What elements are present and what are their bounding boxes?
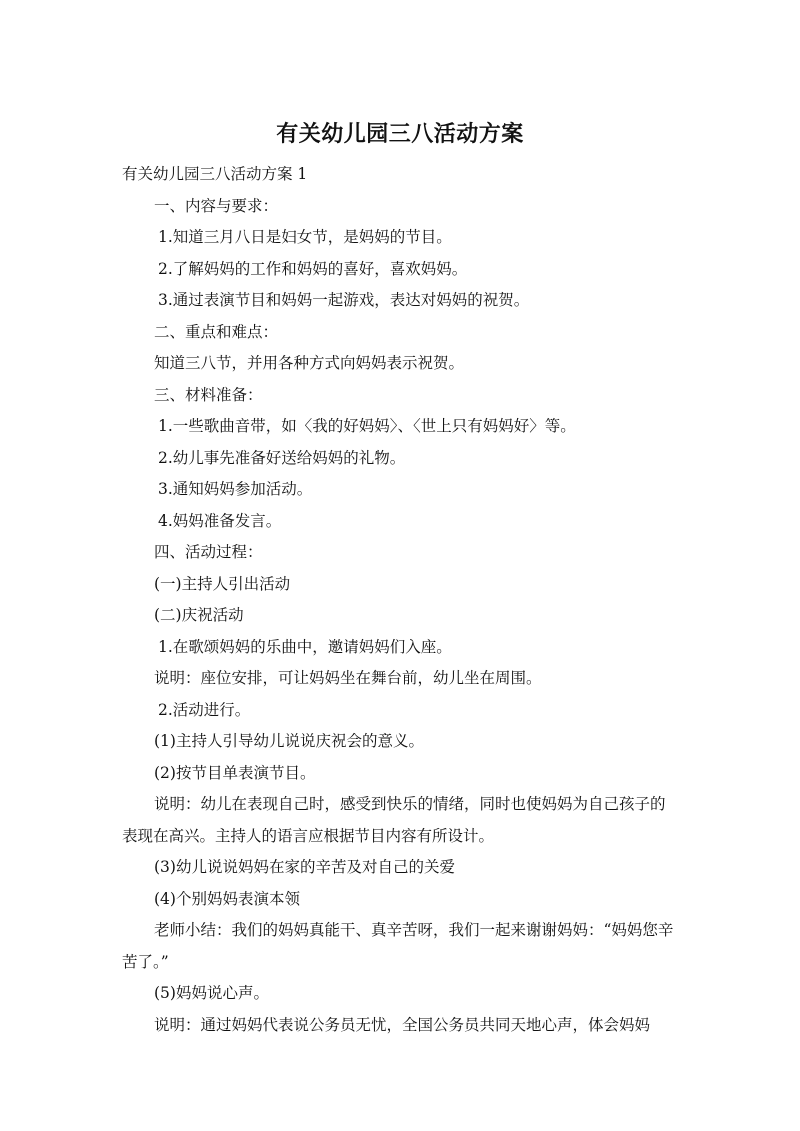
paragraph: (4)个别妈妈表演本领 xyxy=(154,889,300,908)
paragraph: (2)按节目单表演节目。 xyxy=(154,763,316,782)
paragraph: 3.通过表演节目和妈妈一起游戏，表达对妈妈的祝贺。 xyxy=(158,291,530,309)
paragraph: 说明：幼儿在表现自己时，感受到快乐的情绪，同时也使妈妈为自己孩子的表现在高兴。主持人的语言应根据节目内容有所设计。 xyxy=(122,795,666,845)
paragraph: 2.幼儿事先准备好送给妈妈的礼物。 xyxy=(158,448,406,467)
paragraph: 1.知道三月八日是妇女节，是妈妈的节目。 xyxy=(158,228,452,246)
paragraph: 2.活动进行。 xyxy=(158,700,251,719)
paragraph: 老师小结：我们的妈妈真能干、真辛苦呀，我们一起来谢谢妈妈：“妈妈您辛苦了。” xyxy=(122,921,674,971)
paragraph: 四、活动过程： xyxy=(154,543,263,561)
paragraph: 1.一些歌曲音带，如〈我的好妈妈〉、〈世上只有妈妈好〉等。 xyxy=(158,417,576,435)
paragraph: 有关幼儿园三八活动方案 1 xyxy=(122,165,308,183)
paragraph: (5)妈妈说心声。 xyxy=(154,984,269,1002)
paragraph: (一)主持人引出活动 xyxy=(154,574,291,593)
paragraph: 说明：通过妈妈代表说公务员无忧，全国公务员共同天地心声，体会妈妈 xyxy=(154,1015,651,1034)
paragraph: (1)主持人引导幼儿说说庆祝会的意义。 xyxy=(154,732,424,750)
paragraph: 2.了解妈妈的工作和妈妈的喜好，喜欢妈妈。 xyxy=(158,259,468,278)
paragraph: 4.妈妈准备发言。 xyxy=(158,511,282,530)
paragraph: 1.在歌颂妈妈的乐曲中，邀请妈妈们入座。 xyxy=(158,637,452,656)
paragraph: (3)幼儿说说妈妈在家的辛苦及对自己的关爱 xyxy=(154,858,455,876)
paragraph: (二)庆祝活动 xyxy=(154,606,244,624)
paragraph: 二、重点和难点： xyxy=(154,322,279,341)
paragraph: 知道三八节，并用各种方式向妈妈表示祝贺。 xyxy=(154,354,465,372)
document-body xyxy=(122,159,678,1041)
paragraph: 一、内容与要求： xyxy=(154,196,279,215)
paragraph: 说明：座位安排，可让妈妈坐在舞台前，幼儿坐在周围。 xyxy=(154,669,542,687)
document-title: 有关幼儿园三八活动方案 xyxy=(276,122,524,147)
paragraph: 3.通知妈妈参加活动。 xyxy=(158,480,313,498)
paragraph: 三、材料准备： xyxy=(154,385,263,404)
